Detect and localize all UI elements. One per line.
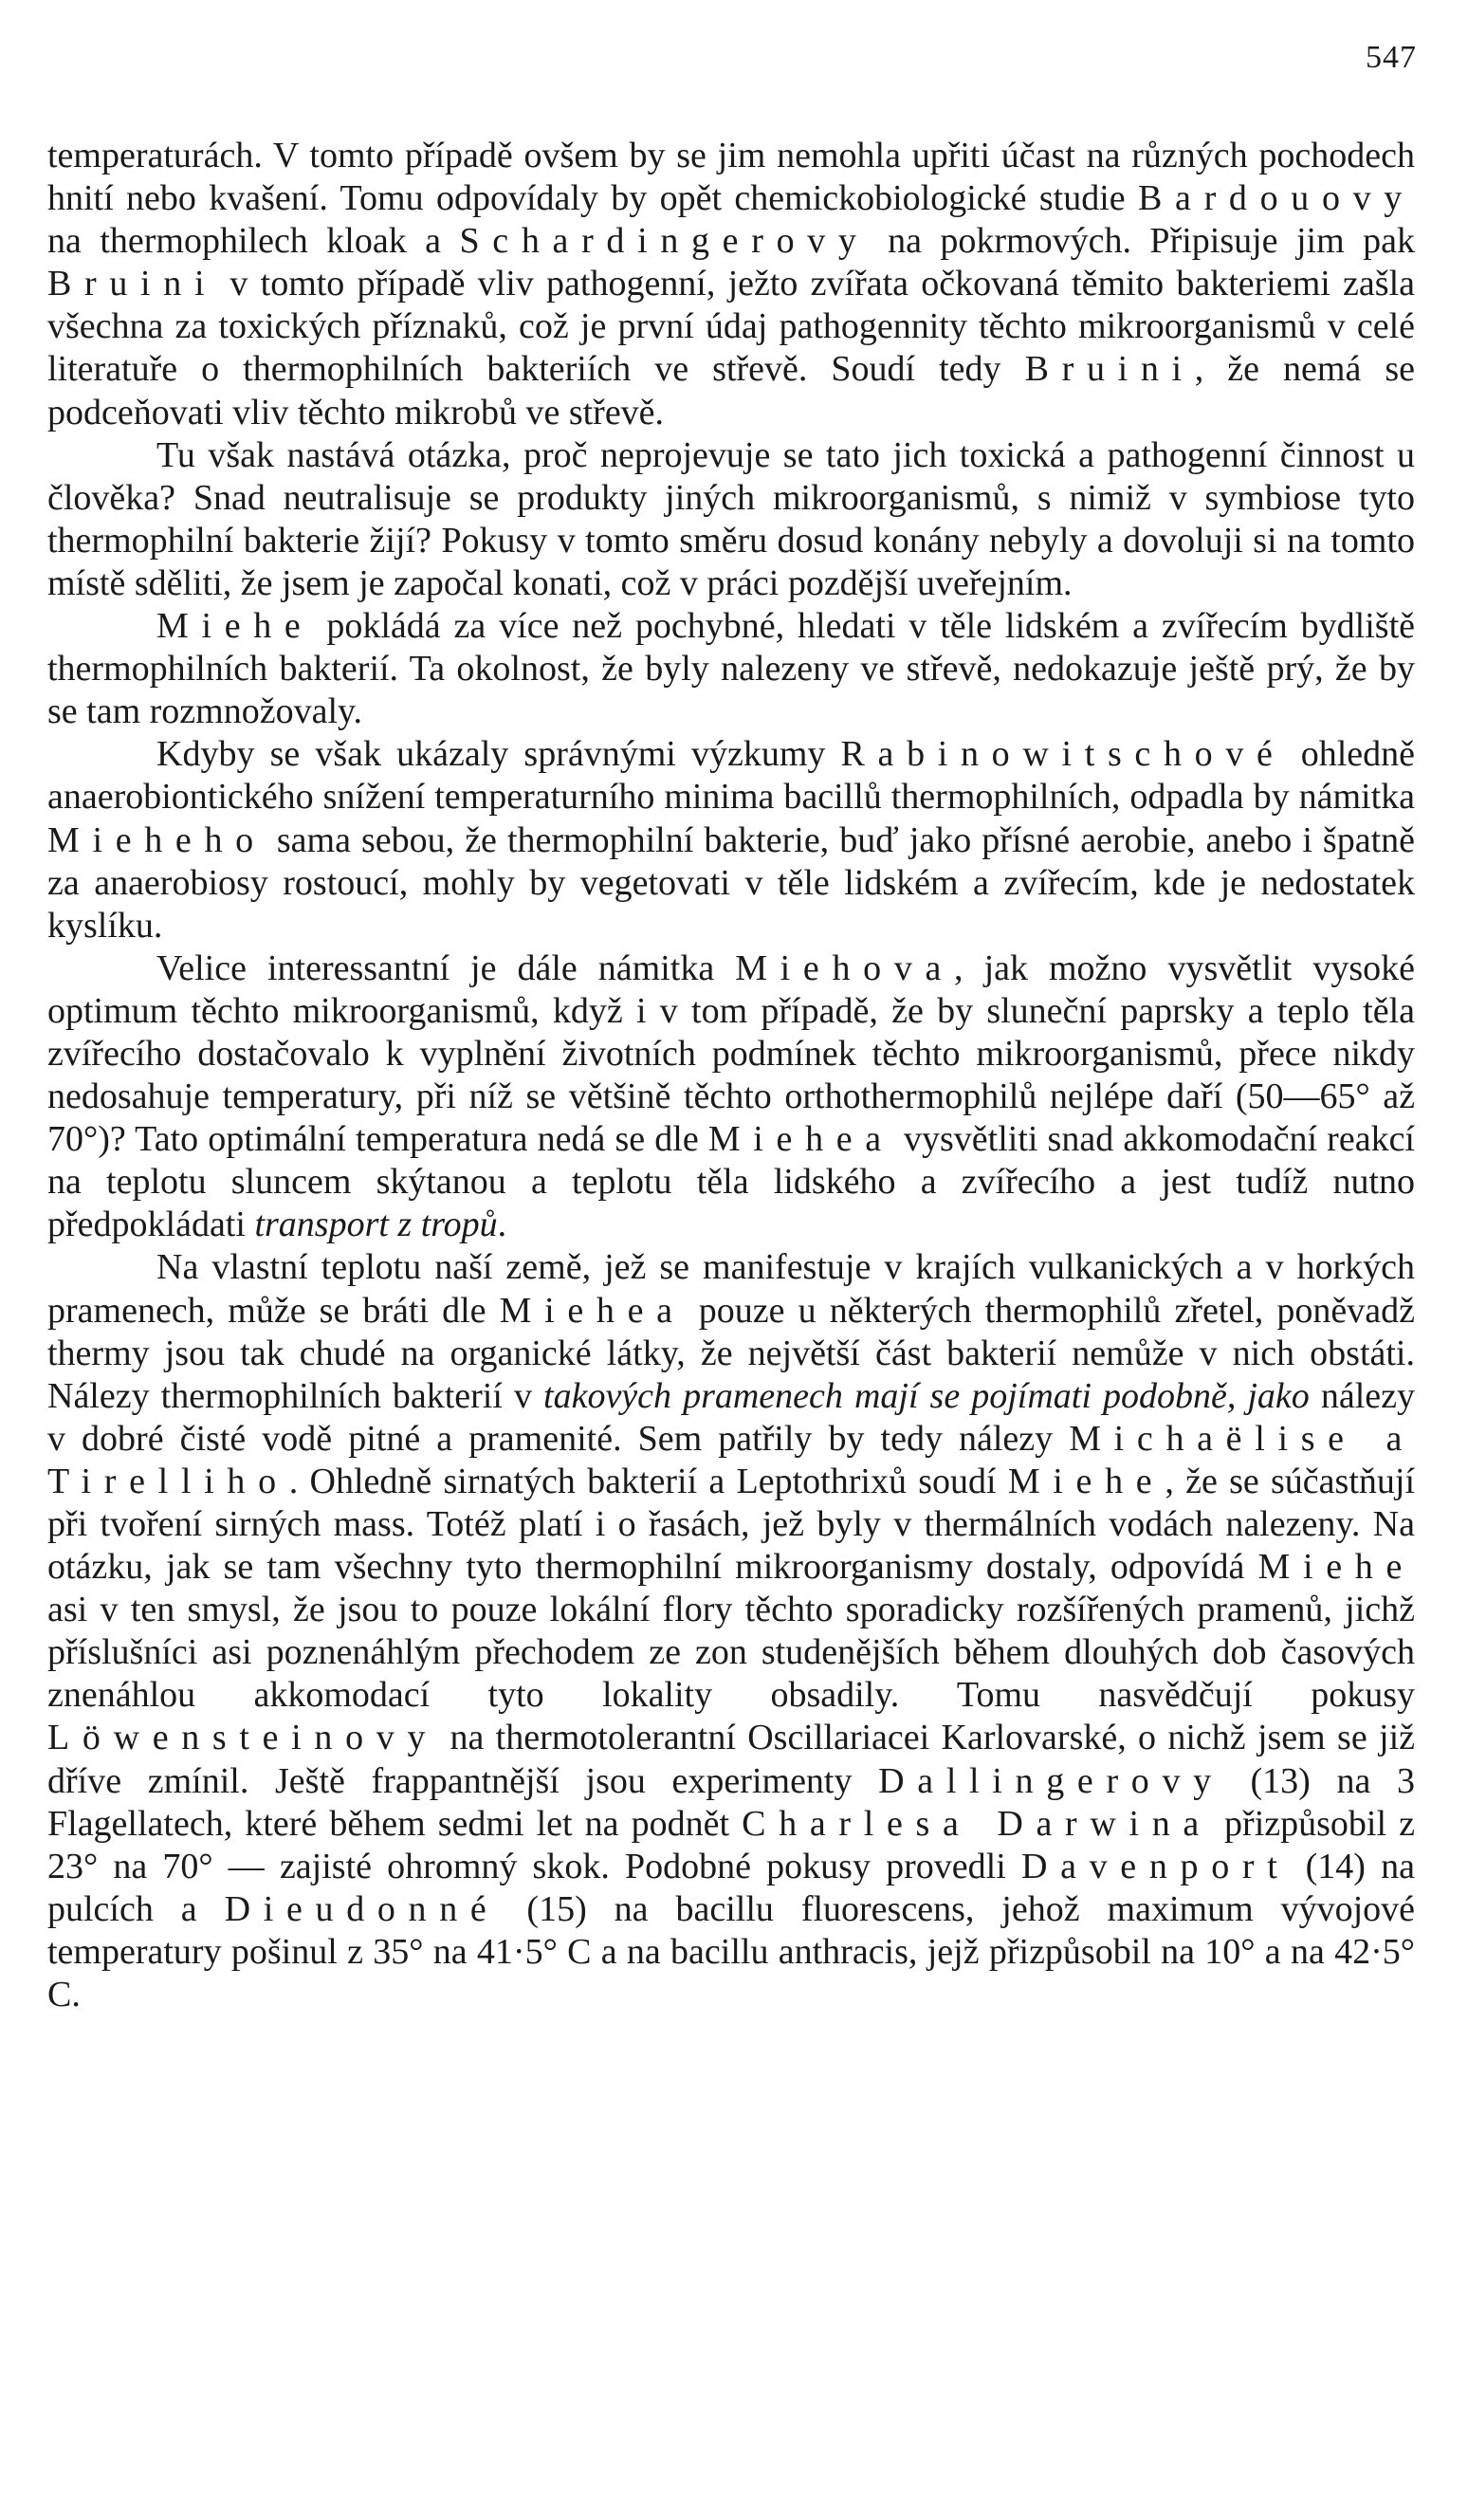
text-segment: asi v ten smysl, že jsou to pouze lokální flory těchto sporadicky rozšířených pramenů, jichž příslušníci asi poznenáhlým přechodem ze zon studenějších během dlouhých dob časových znenáhlou akkomodací tyto lokality obsadily. Tomu nasvědčují pokusy: [47, 1590, 1415, 1716]
text-segment: pokládá za více než pochybné, hledati v těle lidském a zvířecím bydliště thermophilních bakterií. Ta okolnost, že byly nalezeny ve střevě, nedokazuje ještě prý, že by se tam rozmnožovaly.: [47, 606, 1415, 732]
spaced-name: Miehea: [707, 1119, 894, 1160]
text-segment: vysvětliti snad akkomodační reakcí na teplotu sluncem skýtanou a teplotu těla lidského a zvířecího a jest tudíž nutno předpokládati: [47, 1119, 1415, 1245]
spaced-name: Dieudonné: [224, 1888, 500, 1929]
text-segment: . Ohledně sirnatých bakterií a Leptothrixů soudí: [288, 1461, 1008, 1501]
spaced-name: Miehe: [156, 606, 314, 647]
spaced-name: Miehe: [1007, 1461, 1165, 1501]
text-segment: na thermotolerantní Oscillariacei Karlovarské, o nichž jsem se již dříve zmínil. Ještě frappantnější jsou experimenty: [47, 1718, 1415, 1801]
text-segment: , že nemá se podceňovati vliv těchto mikrobů ve střevě.: [47, 349, 1416, 432]
spaced-name: Schardingerovy: [459, 221, 870, 262]
spaced-name: Miehea: [499, 1290, 686, 1331]
paragraph: [47, 434, 1415, 605]
italic-text: takových pramenech mají se pojímati podobně, jako: [543, 1375, 1310, 1416]
spaced-name: Dallingerovy: [878, 1760, 1224, 1801]
text-segment: na pokrmových. Připisuje jim pak: [869, 221, 1415, 262]
text-segment: (13) na 3 Flagellatech, které během sedmi let na podnět: [47, 1760, 1415, 1844]
spaced-name: Miehe: [1257, 1547, 1415, 1588]
text-segment: , že se súčastňují při tvoření sirných mass. Totéž platí i o řasách, jež byly v thermálních vodách nalezeny. Na otázku, jak se tam všechny tyto thermophilní mikroorganismy dostaly, odpovídá: [47, 1461, 1416, 1588]
spaced-name: Davenport: [1020, 1846, 1291, 1886]
text-segment: Kdyby se však ukázaly správnými výzkumy: [156, 734, 841, 775]
text-segment: temperaturách. V tomto případě ovšem by se jim nemohla upřiti účast na různých pochodech hnití nebo kvašení. Tomu odpovídaly by opět chemickobiologické studie: [47, 136, 1415, 219]
paragraph: [47, 135, 1415, 434]
text-segment: Na vlastní teplotu naší země, jež se manifestuje v krajích vulkanických a v horkých pramenech, může se bráti dle: [47, 1247, 1415, 1331]
spaced-name: Bruini: [47, 264, 218, 304]
text-segment: (15) na bacillu fluorescens, jehož maximum vývojové temperatury pošinul z 35° na 41·5° C a na bacillu anthracis, jejž přizpůsobil na 10° a na 42·5° C.: [47, 1888, 1415, 2015]
text-segment: , jak možno vysvětlit vysoké optimum těchto mikroorganismů, když i v tom případě, že by sluneční paprsky a teplo těla zvířecího dostačovalo k vyplnění životních podmínek těchto mikroorganismů, přece nikdy nedosahuje temperatury, při níž se většině těchto orthothermophilů nejlépe daří (50—65° až 70°)? Tato optimální temperatura nedá se dle: [47, 947, 1415, 1160]
paragraph: [47, 605, 1415, 733]
text-segment: pouze u některých thermophilů zřetel, poněvadž thermy jsou tak chudé na organické látky, že největší část bakterií nemůže v nich obstáti. Nálezy thermophilních bakterií v: [47, 1290, 1416, 1416]
text-segment: nálezy v dobré čisté vodě pitné a pramenité. Sem patřily by tedy nálezy: [47, 1375, 1416, 1459]
spaced-name: Michaëlise a Tirelliho: [47, 1418, 1415, 1501]
spaced-name: Charlesa Darwina: [742, 1803, 1212, 1844]
spaced-name: Mieheho: [47, 819, 266, 860]
spaced-name: Bardouovy: [1138, 178, 1415, 219]
body-text: [47, 135, 1415, 2016]
paragraph: [47, 733, 1415, 947]
paragraph: [47, 947, 1415, 1247]
italic-text: transport z tropů: [254, 1205, 498, 1245]
text-segment: Tu však nastává otázka, proč neprojevuje se tato jich toxická a pathogenní činnost u člověka? Snad neutralisuje se produkty jiných mikroorganismů, s nimiž v symbiose tyto thermophilní bakterie žijí? Pokusy v tomto směru dosud konány nebyly a dovoluji si na tomto místě sděliti, že jsem je započal konati, což v práci pozdější uveřejním.: [47, 434, 1415, 603]
text-segment: v tomto případě vliv pathogenní, ježto zvířata očkovaná těmito bakteriemi zašla všechna za toxických příznaků, což je první údaj pathogennity těchto mikroorganismů v celé literatuře o thermophilních bakteriích ve střevě. Soudí tedy: [47, 264, 1415, 390]
text-segment: (14) na pulcích a: [47, 1846, 1415, 1929]
text-segment: sama sebou, že thermophilní bakterie, buď jako přísné aerobie, anebo i špatně za anaerobiosy rostoucí, mohly by vegetovati v těle lidském a zvířecím, kde je nedostatek kyslíku.: [47, 819, 1415, 946]
paragraph: [47, 1246, 1415, 2016]
text-segment: přizpůsobil z 23° na 70° — zajisté ohromný skok. Podobné pokusy provedli: [47, 1803, 1415, 1886]
spaced-name: Rabinowitschové: [840, 734, 1286, 775]
text-segment: na thermophilech kloak a: [47, 221, 460, 262]
text-segment: .: [497, 1205, 507, 1245]
text-segment: ohledně anaerobiontického snížení temperaturního minima bacillů thermophilních, odpadla by námitka: [47, 734, 1415, 818]
spaced-name: Löwensteinovy: [47, 1718, 439, 1758]
text-segment: Velice interessantní je dále námitka: [156, 947, 736, 988]
page-number: 547: [1366, 40, 1417, 75]
spaced-name: Bruini: [1024, 349, 1195, 390]
spaced-name: Miehova: [735, 947, 955, 988]
